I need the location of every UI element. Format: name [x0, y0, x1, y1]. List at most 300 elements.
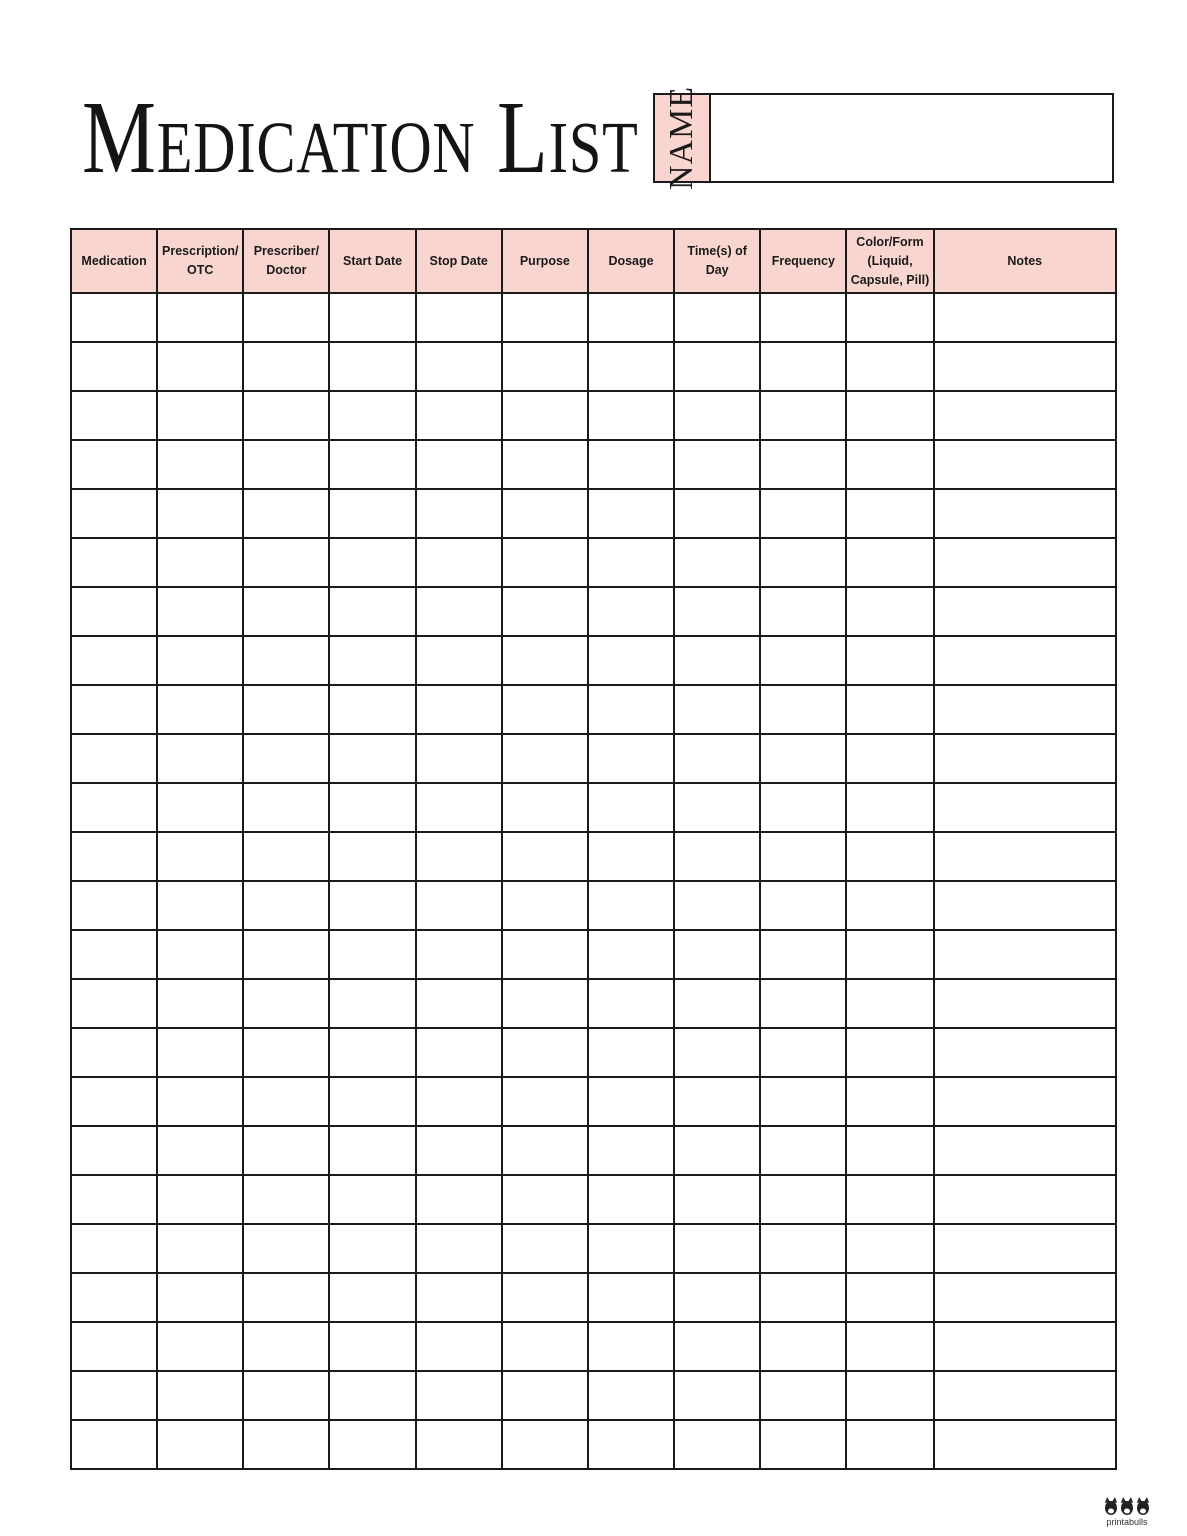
table-cell[interactable]	[846, 881, 933, 930]
table-cell[interactable]	[846, 1077, 933, 1126]
table-cell[interactable]	[846, 1371, 933, 1420]
table-cell[interactable]	[760, 1028, 846, 1077]
table-cell[interactable]	[157, 734, 243, 783]
table-cell[interactable]	[674, 881, 760, 930]
table-cell[interactable]	[502, 1420, 588, 1469]
table-cell[interactable]	[674, 538, 760, 587]
table-cell[interactable]	[71, 1371, 157, 1420]
table-cell[interactable]	[846, 832, 933, 881]
table-row	[71, 1322, 1116, 1371]
table-cell[interactable]	[674, 440, 760, 489]
table-cell[interactable]	[157, 979, 243, 1028]
table-cell[interactable]	[588, 293, 674, 342]
table-cell[interactable]	[329, 1077, 415, 1126]
table-cell[interactable]	[243, 1028, 329, 1077]
table-cell[interactable]	[329, 391, 415, 440]
table-cell[interactable]	[416, 881, 502, 930]
table-cell[interactable]	[71, 440, 157, 489]
page-title: Medication List	[82, 80, 639, 195]
column-header-purpose: Purpose	[502, 229, 588, 293]
table-cell[interactable]	[329, 783, 415, 832]
table-cell[interactable]	[416, 1028, 502, 1077]
table-cell[interactable]	[502, 587, 588, 636]
table-cell[interactable]	[934, 1273, 1116, 1322]
table-cell[interactable]	[329, 293, 415, 342]
table-cell[interactable]	[846, 293, 933, 342]
table-cell[interactable]	[502, 783, 588, 832]
table-row	[71, 1371, 1116, 1420]
table-cell[interactable]	[588, 636, 674, 685]
table-cell[interactable]	[760, 1273, 846, 1322]
table-cell[interactable]	[760, 1224, 846, 1273]
table-cell[interactable]	[502, 1175, 588, 1224]
table-cell[interactable]	[416, 1273, 502, 1322]
table-row	[71, 1077, 1116, 1126]
table-cell[interactable]	[71, 1175, 157, 1224]
column-header-dosage: Dosage	[588, 229, 674, 293]
table-cell[interactable]	[588, 1126, 674, 1175]
table-cell[interactable]	[157, 685, 243, 734]
table-cell[interactable]	[674, 734, 760, 783]
table-cell[interactable]	[588, 881, 674, 930]
table-cell[interactable]	[329, 1028, 415, 1077]
table-cell[interactable]	[416, 587, 502, 636]
name-field	[653, 85, 1114, 191]
table-cell[interactable]	[71, 342, 157, 391]
table-cell[interactable]	[329, 1273, 415, 1322]
table-cell[interactable]	[588, 1322, 674, 1371]
table-cell[interactable]	[502, 1126, 588, 1175]
table-cell[interactable]	[502, 440, 588, 489]
table-cell[interactable]	[934, 1322, 1116, 1371]
table-cell[interactable]	[934, 832, 1116, 881]
table-row	[71, 391, 1116, 440]
table-cell[interactable]	[416, 293, 502, 342]
table-cell[interactable]	[934, 734, 1116, 783]
table-cell[interactable]	[674, 1273, 760, 1322]
table-cell[interactable]	[588, 1175, 674, 1224]
table-cell[interactable]	[416, 1126, 502, 1175]
table-cell[interactable]	[760, 587, 846, 636]
table-cell[interactable]	[329, 636, 415, 685]
table-cell[interactable]	[934, 881, 1116, 930]
table-cell[interactable]	[846, 1126, 933, 1175]
table-cell[interactable]	[329, 342, 415, 391]
table-cell[interactable]	[157, 1175, 243, 1224]
table-cell[interactable]	[157, 1077, 243, 1126]
table-cell[interactable]	[674, 587, 760, 636]
table-cell[interactable]	[760, 1371, 846, 1420]
table-cell[interactable]	[502, 636, 588, 685]
table-cell[interactable]	[846, 1322, 933, 1371]
table-cell[interactable]	[243, 489, 329, 538]
table-cell[interactable]	[243, 1077, 329, 1126]
table-row	[71, 979, 1116, 1028]
table-cell[interactable]	[157, 587, 243, 636]
table-cell[interactable]	[760, 881, 846, 930]
table-cell[interactable]	[846, 391, 933, 440]
table-cell[interactable]	[846, 1273, 933, 1322]
table-cell[interactable]	[846, 979, 933, 1028]
table-cell[interactable]	[71, 734, 157, 783]
table-row	[71, 881, 1116, 930]
column-header-notes: Notes	[934, 229, 1116, 293]
table-cell[interactable]	[157, 1371, 243, 1420]
table-cell[interactable]	[760, 538, 846, 587]
table-cell[interactable]	[71, 636, 157, 685]
table-cell[interactable]	[760, 930, 846, 979]
table-cell[interactable]	[760, 1175, 846, 1224]
table-cell[interactable]	[416, 342, 502, 391]
table-cell[interactable]	[243, 979, 329, 1028]
table-cell[interactable]	[760, 979, 846, 1028]
table-cell[interactable]	[157, 538, 243, 587]
table-cell[interactable]	[71, 832, 157, 881]
table-cell[interactable]	[243, 685, 329, 734]
table-cell[interactable]	[416, 979, 502, 1028]
table-cell[interactable]	[588, 1028, 674, 1077]
table-cell[interactable]	[846, 685, 933, 734]
table-cell[interactable]	[416, 685, 502, 734]
table-cell[interactable]	[502, 391, 588, 440]
table-cell[interactable]	[416, 1322, 502, 1371]
table-cell[interactable]	[329, 1126, 415, 1175]
table-cell[interactable]	[934, 391, 1116, 440]
column-header-start-date: Start Date	[329, 229, 415, 293]
table-cell[interactable]	[243, 391, 329, 440]
table-cell[interactable]	[760, 636, 846, 685]
table-cell[interactable]	[588, 342, 674, 391]
table-cell[interactable]	[243, 930, 329, 979]
table-cell[interactable]	[157, 1224, 243, 1273]
table-cell[interactable]	[846, 930, 933, 979]
table-cell[interactable]	[588, 1371, 674, 1420]
table-row	[71, 1175, 1116, 1224]
table-cell[interactable]	[329, 1371, 415, 1420]
table-cell[interactable]	[846, 538, 933, 587]
table-row	[71, 1028, 1116, 1077]
column-header-stop-date: Stop Date	[416, 229, 502, 293]
table-cell[interactable]	[243, 783, 329, 832]
name-label: NAME	[663, 85, 700, 191]
table-cell[interactable]	[760, 440, 846, 489]
table-cell[interactable]	[416, 440, 502, 489]
table-cell[interactable]	[588, 783, 674, 832]
table-row	[71, 734, 1116, 783]
table-cell[interactable]	[243, 1371, 329, 1420]
table-cell[interactable]	[846, 1175, 933, 1224]
table-cell[interactable]	[329, 979, 415, 1028]
table-cell[interactable]	[416, 1420, 502, 1469]
table-cell[interactable]	[157, 1028, 243, 1077]
column-header-medication: Medication	[71, 229, 157, 293]
table-cell[interactable]	[760, 783, 846, 832]
table-cell[interactable]	[760, 832, 846, 881]
table-cell[interactable]	[416, 489, 502, 538]
table-cell[interactable]	[674, 979, 760, 1028]
name-input[interactable]	[711, 95, 1112, 181]
table-cell[interactable]	[416, 538, 502, 587]
table-cell[interactable]	[157, 391, 243, 440]
table-cell[interactable]	[502, 930, 588, 979]
table-cell[interactable]	[760, 1420, 846, 1469]
table-cell[interactable]	[588, 440, 674, 489]
table-cell[interactable]	[502, 979, 588, 1028]
table-cell[interactable]	[502, 734, 588, 783]
table-cell[interactable]	[416, 1371, 502, 1420]
table-cell[interactable]	[243, 538, 329, 587]
column-header-color-form: Color/Form (Liquid, Capsule, Pill)	[846, 229, 933, 293]
name-label-cell	[655, 85, 711, 191]
table-cell[interactable]	[588, 489, 674, 538]
table-cell[interactable]	[760, 342, 846, 391]
table-cell[interactable]	[71, 1322, 157, 1371]
column-header-times-of-day: Time(s) of Day	[674, 229, 760, 293]
table-cell[interactable]	[71, 979, 157, 1028]
table-cell[interactable]	[243, 1126, 329, 1175]
table-cell[interactable]	[243, 1322, 329, 1371]
table-cell[interactable]	[934, 1371, 1116, 1420]
table-cell[interactable]	[674, 342, 760, 391]
table-cell[interactable]	[416, 636, 502, 685]
table-cell[interactable]	[674, 1371, 760, 1420]
table-row	[71, 587, 1116, 636]
table-cell[interactable]	[329, 734, 415, 783]
table-cell[interactable]	[71, 685, 157, 734]
table-cell[interactable]	[934, 1077, 1116, 1126]
table-cell[interactable]	[71, 1273, 157, 1322]
table-cell[interactable]	[674, 685, 760, 734]
table-cell[interactable]	[934, 440, 1116, 489]
table-cell[interactable]	[502, 1077, 588, 1126]
table-cell[interactable]	[71, 1077, 157, 1126]
table-cell[interactable]	[934, 587, 1116, 636]
table-row	[71, 440, 1116, 489]
table-cell[interactable]	[674, 1175, 760, 1224]
table-cell[interactable]	[934, 293, 1116, 342]
table-cell[interactable]	[934, 930, 1116, 979]
table-cell[interactable]	[846, 1420, 933, 1469]
table-cell[interactable]	[502, 685, 588, 734]
table-cell[interactable]	[760, 685, 846, 734]
table-cell[interactable]	[71, 930, 157, 979]
table-cell[interactable]	[157, 1322, 243, 1371]
table-cell[interactable]	[502, 342, 588, 391]
table-cell[interactable]	[243, 342, 329, 391]
table-cell[interactable]	[934, 1028, 1116, 1077]
table-cell[interactable]	[71, 1028, 157, 1077]
table-cell[interactable]	[934, 783, 1116, 832]
table-cell[interactable]	[934, 636, 1116, 685]
table-cell[interactable]	[416, 1224, 502, 1273]
table-cell[interactable]	[674, 930, 760, 979]
table-cell[interactable]	[157, 489, 243, 538]
table-cell[interactable]	[674, 1077, 760, 1126]
table-cell[interactable]	[416, 832, 502, 881]
table-cell[interactable]	[157, 293, 243, 342]
table-cell[interactable]	[71, 881, 157, 930]
table-cell[interactable]	[674, 1126, 760, 1175]
table-cell[interactable]	[502, 538, 588, 587]
table-cell[interactable]	[760, 1077, 846, 1126]
table-cell[interactable]	[502, 1273, 588, 1322]
table-cell[interactable]	[243, 636, 329, 685]
table-cell[interactable]	[329, 832, 415, 881]
table-cell[interactable]	[588, 538, 674, 587]
table-row	[71, 293, 1116, 342]
table-cell[interactable]	[674, 832, 760, 881]
table-cell[interactable]	[502, 832, 588, 881]
table-cell[interactable]	[674, 489, 760, 538]
table-cell[interactable]	[243, 587, 329, 636]
table-cell[interactable]	[846, 783, 933, 832]
table-header-row	[71, 229, 1116, 293]
table-cell[interactable]	[588, 734, 674, 783]
table-cell[interactable]	[71, 1224, 157, 1273]
table-cell[interactable]	[846, 342, 933, 391]
table-cell[interactable]	[71, 293, 157, 342]
table-cell[interactable]	[416, 734, 502, 783]
table-cell[interactable]	[329, 685, 415, 734]
table-cell[interactable]	[329, 1322, 415, 1371]
table-cell[interactable]	[243, 881, 329, 930]
table-cell[interactable]	[329, 1420, 415, 1469]
table-cell[interactable]	[588, 930, 674, 979]
table-cell[interactable]	[329, 1224, 415, 1273]
table-cell[interactable]	[502, 489, 588, 538]
table-cell[interactable]	[934, 538, 1116, 587]
table-cell[interactable]	[329, 930, 415, 979]
table-cell[interactable]	[934, 489, 1116, 538]
table-cell[interactable]	[588, 587, 674, 636]
table-cell[interactable]	[243, 1273, 329, 1322]
table-row	[71, 685, 1116, 734]
table-cell[interactable]	[157, 1420, 243, 1469]
table-cell[interactable]	[329, 587, 415, 636]
table-cell[interactable]	[157, 342, 243, 391]
table-row	[71, 1126, 1116, 1175]
table-cell[interactable]	[157, 832, 243, 881]
table-cell[interactable]	[846, 734, 933, 783]
table-cell[interactable]	[674, 1224, 760, 1273]
table-cell[interactable]	[502, 1371, 588, 1420]
table-cell[interactable]	[588, 1273, 674, 1322]
table-cell[interactable]	[934, 1420, 1116, 1469]
table-cell[interactable]	[243, 832, 329, 881]
table-cell[interactable]	[588, 979, 674, 1028]
table-cell[interactable]	[846, 587, 933, 636]
table-cell[interactable]	[157, 636, 243, 685]
table-row	[71, 489, 1116, 538]
table-cell[interactable]	[674, 1420, 760, 1469]
table-cell[interactable]	[934, 1126, 1116, 1175]
table-cell[interactable]	[157, 930, 243, 979]
table-cell[interactable]	[71, 587, 157, 636]
table-cell[interactable]	[157, 440, 243, 489]
table-cell[interactable]	[934, 1175, 1116, 1224]
column-header-prescriber-doctor: Prescriber/ Doctor	[243, 229, 329, 293]
table-cell[interactable]	[71, 391, 157, 440]
bulldog-icons	[1103, 1497, 1151, 1517]
table-cell[interactable]	[416, 1175, 502, 1224]
brand-text: printabulls	[1106, 1517, 1148, 1527]
table-cell[interactable]	[243, 1224, 329, 1273]
table-cell[interactable]	[329, 489, 415, 538]
table-cell[interactable]	[760, 734, 846, 783]
table-cell[interactable]	[71, 538, 157, 587]
table-cell[interactable]	[846, 1028, 933, 1077]
table-cell[interactable]	[243, 1420, 329, 1469]
table-cell[interactable]	[760, 391, 846, 440]
table-cell[interactable]	[934, 685, 1116, 734]
table-cell[interactable]	[588, 1224, 674, 1273]
table-cell[interactable]	[71, 1126, 157, 1175]
table-cell[interactable]	[71, 489, 157, 538]
table-cell[interactable]	[157, 1126, 243, 1175]
table-cell[interactable]	[846, 440, 933, 489]
table-cell[interactable]	[674, 391, 760, 440]
table-cell[interactable]	[416, 930, 502, 979]
table-cell[interactable]	[329, 881, 415, 930]
table-cell[interactable]	[502, 1322, 588, 1371]
table-cell[interactable]	[934, 979, 1116, 1028]
table-cell[interactable]	[674, 783, 760, 832]
table-cell[interactable]	[934, 1224, 1116, 1273]
table-cell[interactable]	[157, 1273, 243, 1322]
table-cell[interactable]	[588, 685, 674, 734]
table-cell[interactable]	[329, 440, 415, 489]
table-cell[interactable]	[674, 636, 760, 685]
table-cell[interactable]	[760, 1126, 846, 1175]
table-cell[interactable]	[416, 391, 502, 440]
table-cell[interactable]	[243, 440, 329, 489]
table-row	[71, 930, 1116, 979]
table-row	[71, 538, 1116, 587]
table-cell[interactable]	[71, 783, 157, 832]
table-cell[interactable]	[329, 1175, 415, 1224]
table-cell[interactable]	[243, 293, 329, 342]
table-cell[interactable]	[502, 1028, 588, 1077]
table-cell[interactable]	[416, 1077, 502, 1126]
table-cell[interactable]	[846, 1224, 933, 1273]
table-cell[interactable]	[502, 293, 588, 342]
table-cell[interactable]	[674, 1322, 760, 1371]
table-cell[interactable]	[760, 489, 846, 538]
table-cell[interactable]	[502, 881, 588, 930]
table-cell[interactable]	[416, 783, 502, 832]
table-cell[interactable]	[157, 783, 243, 832]
table-cell[interactable]	[934, 342, 1116, 391]
table-cell[interactable]	[588, 832, 674, 881]
table-cell[interactable]	[588, 1420, 674, 1469]
table-cell[interactable]	[760, 293, 846, 342]
table-cell[interactable]	[846, 636, 933, 685]
table-cell[interactable]	[243, 1175, 329, 1224]
table-cell[interactable]	[502, 1224, 588, 1273]
table-cell[interactable]	[674, 293, 760, 342]
table-cell[interactable]	[71, 1420, 157, 1469]
table-cell[interactable]	[846, 489, 933, 538]
table-cell[interactable]	[157, 881, 243, 930]
table-cell[interactable]	[674, 1028, 760, 1077]
table-cell[interactable]	[760, 1322, 846, 1371]
table-cell[interactable]	[588, 391, 674, 440]
printabulls-logo	[1097, 1497, 1157, 1529]
table-cell[interactable]	[243, 734, 329, 783]
table-cell[interactable]	[588, 1077, 674, 1126]
table-row	[71, 1273, 1116, 1322]
table-cell[interactable]	[329, 538, 415, 587]
